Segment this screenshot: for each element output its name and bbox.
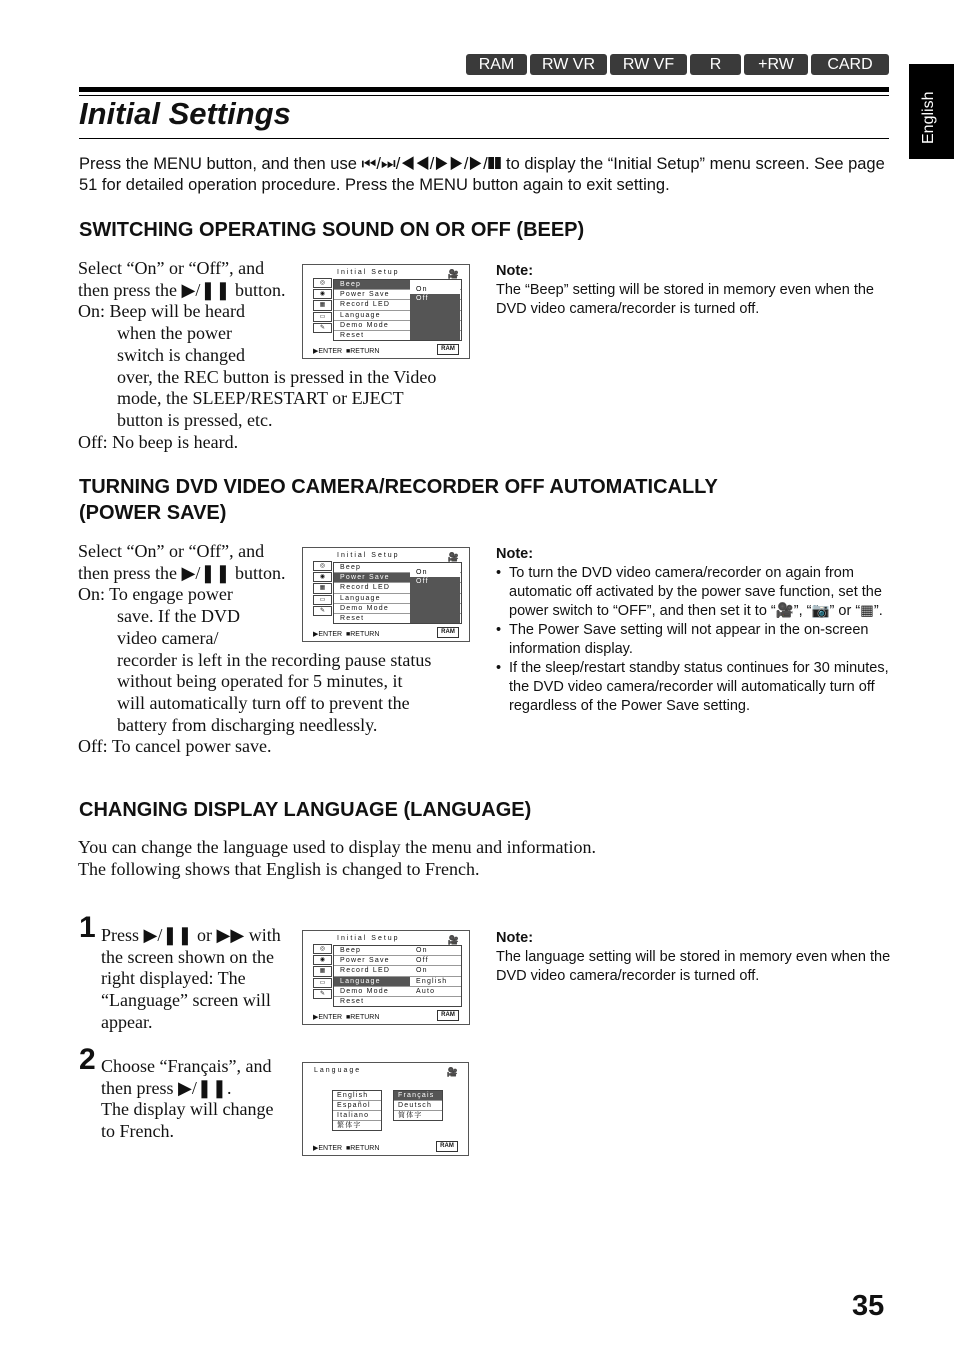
enter-label: ENTER [318, 348, 343, 355]
text-line: On: Beep will be heard [78, 301, 245, 322]
text-line: Off: No beep is heard. [78, 431, 239, 452]
menu-title: Language [314, 1067, 362, 1074]
text-line: The following shows that English is changed to French. [78, 858, 480, 879]
section-heading-beep: SWITCHING OPERATING SOUND ON OR OFF (BEEP) [79, 219, 585, 241]
heading-line: TURNING DVD VIDEO CAMERA/RECORDER OFF AUTOMATICALLY [79, 476, 718, 498]
ram-icon: RAM [437, 1010, 459, 1021]
option-off: Off [416, 578, 429, 585]
note-language [496, 929, 891, 986]
menu-screen-language [302, 930, 470, 1025]
text-line: button is pressed, etc. [117, 409, 273, 430]
ram-icon: RAM [437, 627, 459, 638]
menu-item: Reset [340, 331, 365, 339]
text-line: video camera/ [117, 627, 219, 648]
menu-footer: ▶ENTER ■RETURN [313, 348, 380, 355]
note-bullet: • If the sleep/restart standby status continues for 30 minutes, the DVD video camera/recorder will automatically turn off regardless of the Power Save setting. [496, 659, 891, 716]
menu-footer: ▶ENTER ■RETURN [313, 1014, 380, 1021]
menu-screen-power-save [302, 547, 470, 642]
language-option: Français [394, 1091, 442, 1101]
language-option: Deutsch [394, 1101, 442, 1111]
text-line: Off: To cancel power save. [78, 736, 272, 757]
note-label: Note: [496, 546, 534, 562]
menu-item: Beep [340, 947, 362, 954]
language-select-screen [302, 1062, 469, 1156]
language-option: English [333, 1091, 381, 1101]
option-on: On [410, 568, 460, 577]
menu-item: Power Save [340, 291, 390, 299]
text-line: mode, the SLEEP/RESTART or EJECT [117, 388, 404, 409]
step-2-number: 2 [79, 1043, 96, 1076]
value-dropdown [410, 285, 460, 340]
note-beep [496, 262, 891, 319]
step-2-text [101, 1056, 301, 1143]
enter-label: ENTER [318, 631, 343, 638]
note-bullet: • To turn the DVD video camera/recorder on again from automatic off activated by the power save function, set the power switch to “OFF”, and then set it to “🎥”, “📷” or “▦”. [496, 564, 891, 621]
option-off: Off [416, 295, 429, 302]
enter-label: ENTER [318, 1014, 343, 1021]
menu-value: Off [416, 957, 429, 965]
camera-icon: 🎥 [447, 935, 459, 945]
note-label: Note: [496, 930, 534, 946]
ram-icon: RAM [436, 1141, 458, 1152]
badge-card: CARD [811, 54, 889, 75]
text-line: The display will change [101, 1099, 274, 1120]
text-line: recorder is left in the recording pause status [117, 649, 432, 670]
menu-screen-beep [302, 264, 470, 359]
text-line: then press the ▶/❚❚ button. [78, 279, 286, 300]
page-title: Initial Settings [79, 96, 291, 131]
text-line: without being operated for 5 minutes, it [117, 671, 403, 692]
text-line: right displayed: The [101, 968, 246, 989]
menu-item: Reset [340, 997, 365, 1005]
title-rule-bottom [79, 138, 889, 139]
text-line: On: To engage power [78, 584, 233, 605]
menu-item: Beep [334, 280, 410, 289]
menu-item: Demo Mode [340, 604, 389, 612]
menu-icons: ◎ ◉ ▦ ▭ ✎ [313, 278, 332, 334]
badge-ram: RAM [466, 54, 527, 75]
title-rule-thick [79, 87, 889, 92]
text-line: to French. [101, 1121, 174, 1142]
menu-title: Initial Setup [337, 552, 400, 559]
text-line: Select “On” or “Off”, and [78, 258, 265, 278]
text-line: “Language” screen will [101, 990, 271, 1011]
language-option: 繁体字 [337, 1122, 362, 1129]
badge-r: R [690, 54, 741, 75]
option-on: On [410, 285, 460, 294]
language-option: 简体字 [398, 1112, 423, 1119]
side-tab-label: English [920, 91, 937, 144]
camera-icon: 🎥 [446, 1067, 458, 1077]
enter-label: ENTER [318, 1145, 343, 1152]
menu-item: Power Save [340, 957, 390, 965]
ram-icon: RAM [437, 344, 459, 355]
menu-item: Record LED [340, 967, 391, 975]
text-line: You can change the language used to display the menu and information. [78, 837, 597, 857]
menu-item: Reset [340, 614, 365, 622]
menu-footer: ▶ENTER ■RETURN [313, 631, 380, 638]
return-label: RETURN [350, 1145, 380, 1152]
note-text: The language setting will be stored in memory even when the DVD video camera/recorder is turned off. [496, 949, 891, 984]
note-power-save [496, 545, 891, 716]
menu-value: Auto [416, 987, 436, 995]
menu-item: Beep [340, 564, 362, 571]
return-label: RETURN [350, 348, 380, 355]
text-line: Choose “Français”, and [101, 1056, 272, 1076]
menu-grid [333, 945, 462, 1007]
text-line: Select “On” or “Off”, and [78, 541, 265, 561]
return-label: RETURN [350, 1014, 380, 1021]
menu-value: English [416, 977, 448, 985]
badge-rw-vf: RW VF [610, 54, 687, 75]
intro-text: Press the MENU button, and then use ⏮/⏭/◀◀/▶▶/▶/❚❚ to display the “Initial Setup” menu screen. See page 51 for detailed operation procedure. Press the MENU button again to exit setting. [79, 155, 885, 194]
camera-icon: 🎥 [447, 552, 459, 562]
note-text: The “Beep” setting will be stored in memory even when the DVD video camera/recorder is turned off. [496, 282, 874, 317]
menu-item: Record LED [340, 584, 391, 592]
language-column-1 [332, 1090, 382, 1131]
page-number: 35 [852, 1290, 885, 1322]
text-line: over, the REC button is pressed in the Video [117, 366, 437, 387]
text-line: switch is changed [117, 344, 245, 365]
text-line: battery from discharging needlessly. [117, 714, 378, 735]
language-side-tab [909, 64, 954, 159]
menu-item: Demo Mode [340, 321, 389, 329]
language-option: Italiano [333, 1111, 381, 1121]
text-line: the screen shown on the [101, 946, 274, 967]
text-line: when the power [117, 323, 232, 344]
section-heading-language: CHANGING DISPLAY LANGUAGE (LANGUAGE) [79, 799, 532, 821]
menu-footer: ▶ENTER ■RETURN [313, 1145, 380, 1152]
text-line: will automatically turn off to prevent the [117, 692, 410, 713]
camera-icon: 🎥 [447, 269, 459, 279]
text-line: Press ▶/❚❚ or ▶▶ with [101, 925, 281, 945]
menu-icons: ◎ ◉ ▦ ▭ ✎ [313, 561, 332, 617]
return-label: RETURN [350, 631, 380, 638]
section-heading-power-save [79, 474, 718, 526]
menu-item: Language [334, 977, 410, 986]
language-option: Español [333, 1101, 381, 1111]
menu-item: Power Save [334, 573, 410, 582]
heading-line: (POWER SAVE) [79, 502, 227, 524]
menu-icons: ◎ ◉ ▦ ▭ ✎ [313, 944, 332, 1000]
menu-value: On [416, 967, 428, 975]
text-line: then press the ▶/❚❚ button. [78, 562, 286, 583]
text-line: then press ▶/❚❚. [101, 1077, 232, 1098]
text-line: save. If the DVD [117, 606, 240, 627]
note-bullet: • The Power Save setting will not appear in the on-screen information display. [496, 621, 891, 659]
disc-type-badges [466, 54, 889, 75]
step-1-text [101, 925, 301, 1034]
menu-item: Record LED [340, 301, 391, 309]
badge-plus-rw: +RW [744, 54, 808, 75]
language-intro [78, 837, 778, 880]
text-line: appear. [101, 1011, 153, 1032]
note-label: Note: [496, 263, 534, 279]
value-dropdown [410, 568, 460, 623]
menu-title: Initial Setup [337, 935, 400, 942]
badge-rw-vr: RW VR [530, 54, 607, 75]
menu-value: On [416, 947, 428, 954]
menu-item: Demo Mode [340, 987, 389, 995]
language-column-2 [393, 1090, 443, 1121]
menu-item: Language [340, 594, 381, 602]
menu-item: Language [340, 311, 381, 319]
menu-title: Initial Setup [337, 269, 400, 276]
step-1-number: 1 [79, 911, 96, 944]
